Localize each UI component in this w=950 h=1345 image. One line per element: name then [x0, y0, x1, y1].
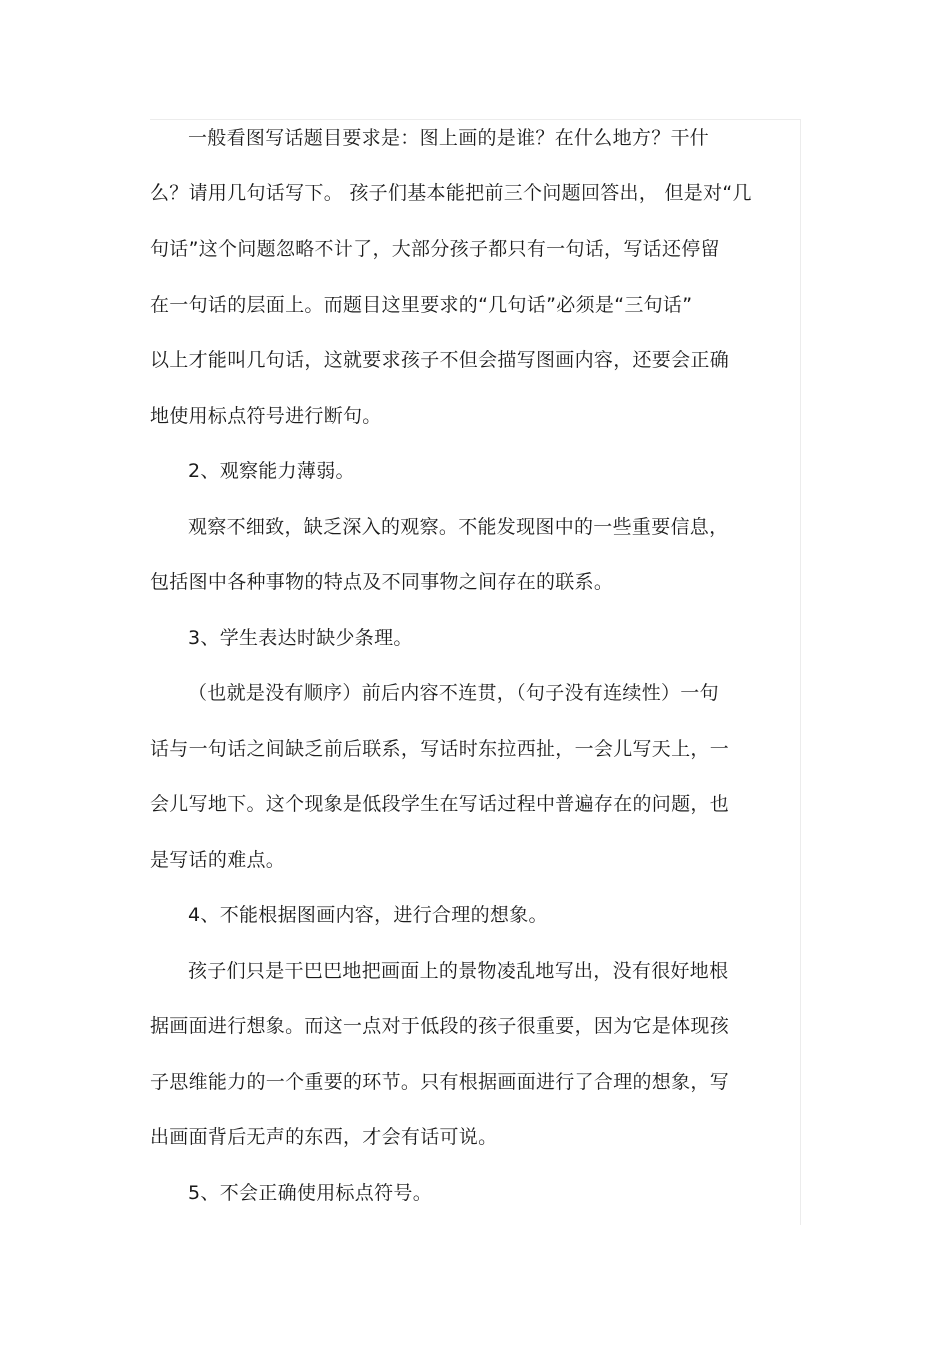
section-heading: 2、观察能力薄弱。 — [188, 460, 355, 482]
paragraph-line: 话与一句话之间缺乏前后联系，写话时东拉西扯，一会儿写天上，一 — [150, 738, 730, 760]
paragraph-line: （也就是没有顺序）前后内容不连贯，（句子没有连续性）一句 — [188, 682, 719, 704]
section-heading: 3、学生表达时缺少条理。 — [188, 627, 413, 649]
paragraph-line: 在一句话的层面上。而题目这里要求的“几句话”必须是“三句话” — [150, 294, 693, 316]
paragraph-line: 孩子们只是干巴巴地把画面上的景物凌乱地写出，没有很好地根 — [188, 960, 729, 982]
paragraph-line: 出画面背后无声的东西，才会有话可说。 — [150, 1126, 498, 1148]
section-heading: 4、不能根据图画内容，进行合理的想象。 — [188, 904, 548, 926]
paragraph-line: 子思维能力的一个重要的环节。只有根据画面进行了合理的想象，写 — [150, 1071, 730, 1093]
paragraph-line: 么？请用几句话写下。 孩子们基本能把前三个问题回答出， 但是对“几 — [150, 182, 752, 204]
paragraph-line: 观察不细致，缺乏深入的观察。不能发现图中的一些重要信息， — [188, 516, 729, 538]
paragraph-line: 据画面进行想象。而这一点对于低段的孩子很重要，因为它是体现孩 — [150, 1015, 730, 1037]
paragraph-line: 句话”这个问题忽略不计了，大部分孩子都只有一句话，写话还停留 — [150, 238, 720, 260]
paragraph-line: 以上才能叫几句话，这就要求孩子不但会描写图画内容，还要会正确 — [150, 349, 730, 371]
section-heading: 5、不会正确使用标点符号。 — [188, 1182, 432, 1204]
page-frame — [150, 119, 801, 1225]
paragraph-line: 地使用标点符号进行断句。 — [150, 405, 382, 427]
paragraph-line: 包括图中各种事物的特点及不同事物之间存在的联系。 — [150, 571, 614, 593]
paragraph-line: 会儿写地下。这个现象是低段学生在写话过程中普遍存在的问题，也 — [150, 793, 730, 815]
paragraph-line: 一般看图写话题目要求是：图上画的是谁？在什么地方？干什 — [188, 127, 710, 149]
paragraph-line: 是写话的难点。 — [150, 849, 286, 871]
